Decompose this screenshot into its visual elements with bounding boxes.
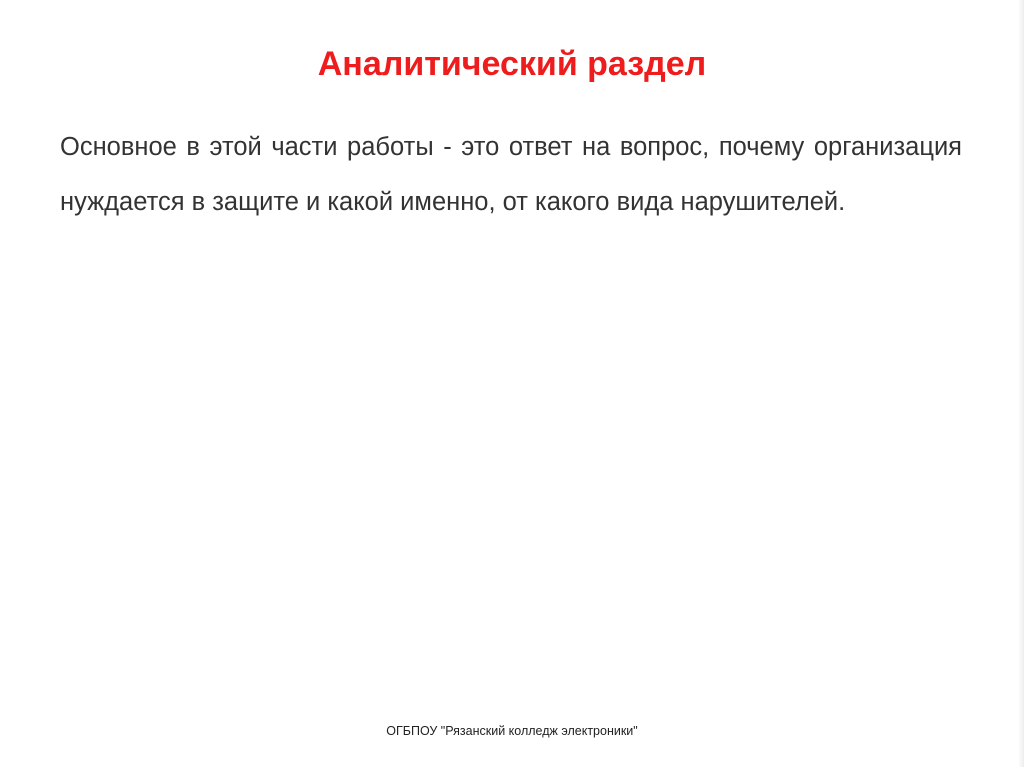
- slide-body-text: Основное в этой части работы - это ответ на вопрос, почему организация нуждается в защите и какой именно, от какого вида нарушителей.: [60, 133, 962, 216]
- slide-edge-shadow: [1018, 0, 1024, 767]
- slide-title: Аналитический раздел: [317, 45, 707, 83]
- slide-footer: ОГБПОУ "Рязанский колледж электроники": [386, 724, 638, 738]
